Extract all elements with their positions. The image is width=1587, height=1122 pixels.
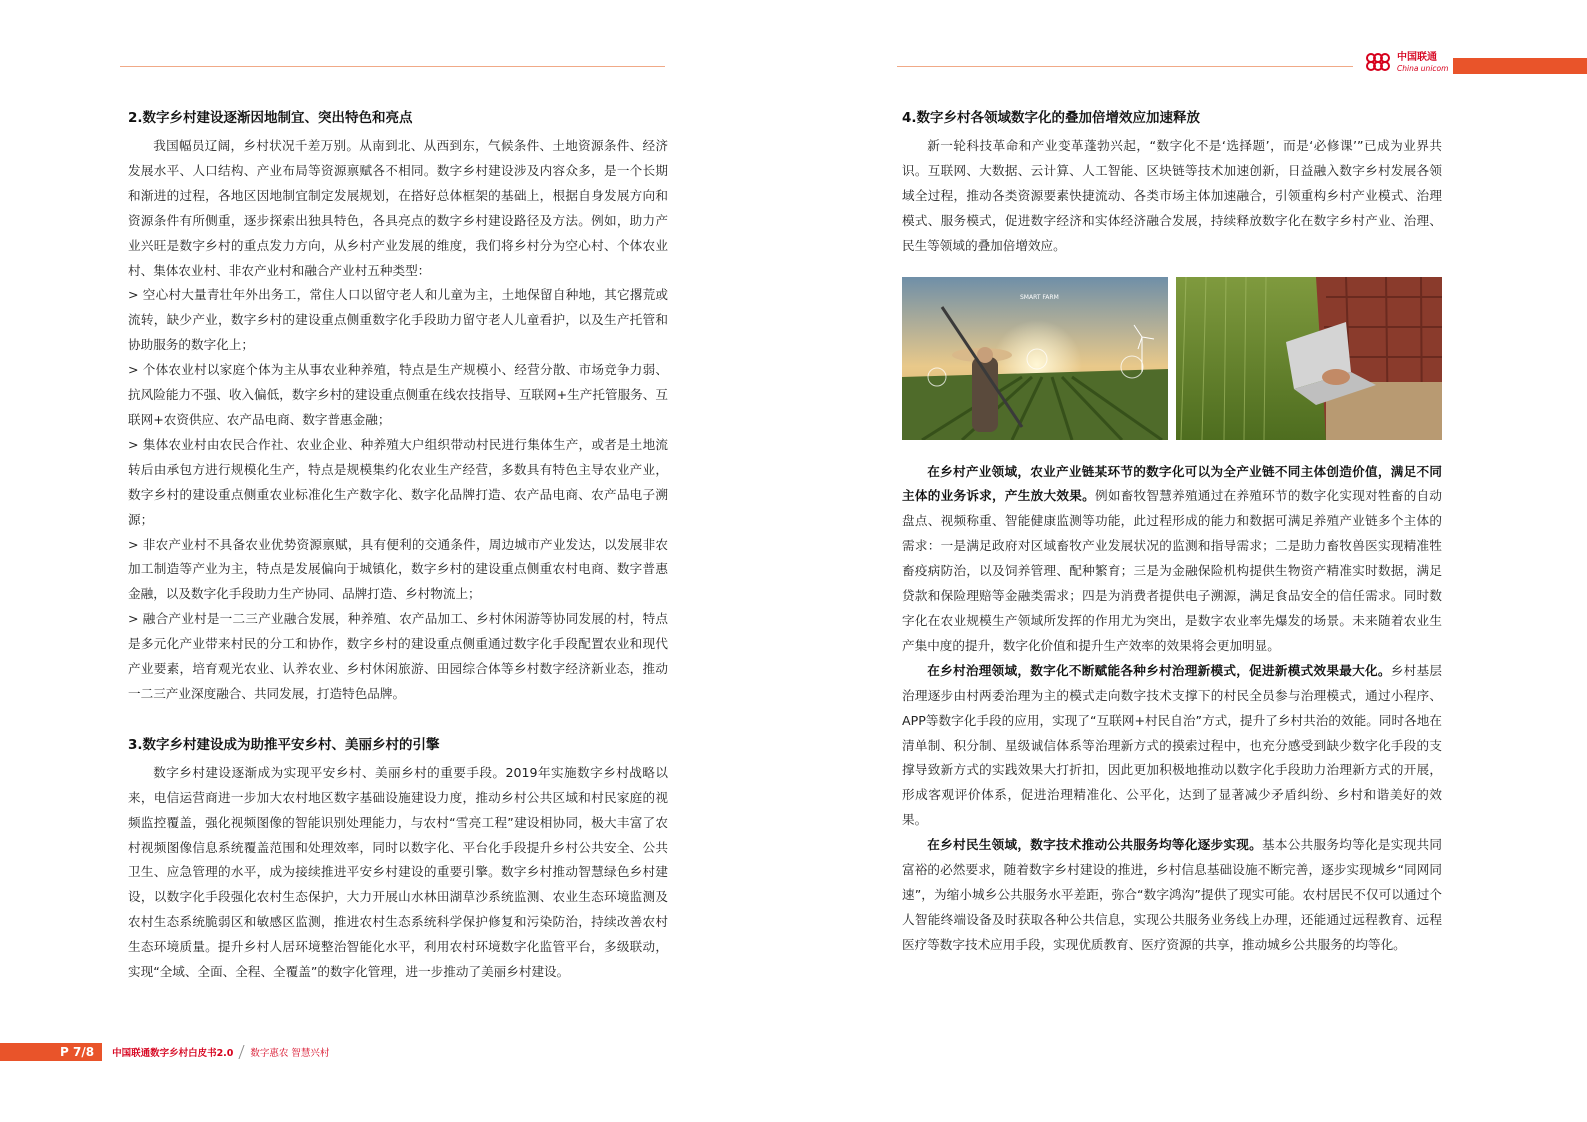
governance-paragraph xyxy=(902,659,1442,833)
section-3-body: 数字乡村建设逐渐成为实现平安乡村、美丽乡村的重要手段。2019年实施数字乡村战略以来，电信运营商进一步加大农村地区数字基础设施建设力度，推动乡村公共区域和村民家庭的视频监控覆盖，强化视频图像的智能识别处理能力，与农村“雪亮工程”建设相协同，极大丰富了农村视频图像信息系统覆盖范围和处理效率，同时以数字化、平台化手段提升乡村公共安全、公共卫生、应急管理的水平，成为接续推进平安乡村建设的重要引擎。数字乡村推动智慧绿色乡村建设，以数字化手段强化农村生态保护，大力开展山水林田湖草沙系统监测、农业生态环境监测及农村生态系统脆弱区和敏感区监测，推进农村生态系统科学保护修复和污染防治，持续改善农村生态环境质量。提升乡村人居环境整治智能化水平，利用农村环境数字化监管平台，多级联动，实现“全域、全面、全程、全覆盖”的数字化管理，进一步推动了美丽乡村建设。 xyxy=(128,764,668,980)
unicom-knot-icon xyxy=(1363,52,1393,74)
left-header-rule xyxy=(120,66,665,67)
bullet-integrated-village: > 融合产业村是一二三产业融合发展，种养殖、农产品加工、乡村休闲游等协同发展的村，特点是多元化产业带来村民的分工和协作，数字乡村的建设重点侧重通过数字化手段配置农业和现代产业要素，培育观光农业、认养农业、乡村休闲旅游、田园综合体等乡村数字经济新业态，推动一二三产业深度融合、共同发展，打造特色品牌。 xyxy=(128,611,668,701)
smart-farm-caption: SMART FARM xyxy=(1020,293,1059,301)
industry-paragraph xyxy=(902,460,1442,659)
left-column xyxy=(128,108,668,985)
page-number: P 7/8 xyxy=(0,1043,102,1061)
bullet-individual-farm-village: > 个体农业村以家庭个体为主从事农业种养殖，特点是生产规模小、经营分散、市场竞争力弱、抗风险能力不强、收入偏低，数字乡村的建设重点侧重在线农技指导、互联网+生产托管服务、互联网+农资供应、农产品电商、数字普惠金融； xyxy=(128,362,668,427)
section-4-title: 4.数字乡村各领域数字化的叠加倍增效应加速释放 xyxy=(902,110,1201,126)
footer-divider xyxy=(239,1045,245,1059)
right-column xyxy=(902,108,1442,958)
governance-body: 乡村基层治理逐步由村两委治理为主的模式走向数字技术支撑下的村民全员参与治理模式，通过小程序、APP等数字化手段的应用，实现了“互联网+村民自治”方式，提升了乡村共治的效能。同时各地在清单制、积分制、星级诚信体系等治理新方式的摸索过程中，也充分感受到缺少数字化手段的支撑导致新方式的实践效果大打折扣，因此更加积极地推动以数字化手段助力治理新方式的开展，形成客观评价体系，促进治理精准化、公平化，达到了显著减少矛盾纠纷、乡村和谐美好的效果。 xyxy=(902,662,1443,828)
governance-lead: 在乡村治理领域，数字化不断赋能各种乡村治理新模式，促进新模式效果最大化。 xyxy=(927,662,1391,678)
smart-farm-photo xyxy=(902,277,1168,440)
bullet-non-farm-village: > 非农产业村不具备农业优势资源禀赋，具有便利的交通条件，周边城市产业发达，以发展非农加工制造等产业为主，特点是发展偏向于城镇化，数字乡村的建设重点侧重农村电商、数字普惠金融，以及数字化手段助力生产协同、品牌打造、乡村物流上； xyxy=(128,536,668,602)
page-footer xyxy=(0,1043,329,1061)
industry-body: 例如畜牧智慧养殖通过在养殖环节的数字化实现对牲畜的自动盘点、视频称重、智能健康监测等功能，此过程形成的能力和数据可满足养殖产业链多个主体的需求：一是满足政府对区域畜牧产业发展状况的监测和指导需求；二是助力畜牧兽医实现精准牲畜疫病防治，以及饲养管理、配种繁育；三是为金融保险机构提供生物资产精准实时数据，满足贷款和保险理赔等金融类需求；四是为消费者提供电子溯源，满足食品安全的信任需求。同时数字化在农业规模生产领域所发挥的作用尤为突出，是数字农业率先爆发的场景。未来随着农业生产集中度的提升，数字化价值和提升生产效率的效果将会更加明显。 xyxy=(902,488,1443,653)
section-4-intro: 新一轮科技革命和产业变革蓬勃兴起，“数字化不是‘选择题’，而是‘必修课’”已成为业界共识。互联网、大数据、云计算、人工智能、区块链等技术加速创新，日益融入数字乡村发展各领域全过程，推动各类资源要素快捷流动、各类市场主体加速融合，引领重构乡村产业模式、治理模式、服务模式，促进数字经济和实体经济融合发展，持续释放数字化在数字乡村产业、治理、民生等领域的叠加倍增效应。 xyxy=(902,138,1442,253)
industry-lead: 在乡村产业领域，农业产业链某环节的数字化可以为全产业链不同主体创造价值，满足不同主体的业务诉求，产生放大效果。 xyxy=(902,463,1442,504)
footer-subtitle: 数字惠农 智慧兴村 xyxy=(250,1048,330,1059)
bullet-hollow-village: > 空心村大量青壮年外出务工，常住人口以留守老人和儿童为主，土地保留自种地，其它撂荒或流转，缺少产业，数字乡村的建设重点侧重数字化手段助力留守老人儿童看护，以及生产托管和协助服务的数字化上； xyxy=(128,287,668,353)
section-2-title: 2.数字乡村建设逐渐因地制宜、突出特色和亮点 xyxy=(128,110,413,126)
section-3-title: 3.数字乡村建设成为助推平安乡村、美丽乡村的引擎 xyxy=(128,736,440,753)
logo-en-text: China unicom xyxy=(1397,64,1449,73)
bullet-collective-farm-village: > 集体农业村由农民合作社、农业企业、种养殖大户组织带动村民进行集体生产，或者是土地流转后由承包方进行规模化生产，特点是规模集约化农业生产经营，多数具有特色主导农业产业，数字乡村的建设重点侧重农业标准化生产数字化、数字化品牌打造、农产品电商、农产品电子溯源； xyxy=(128,436,668,527)
livelihood-paragraph xyxy=(902,833,1442,958)
livelihood-body: 基本公共服务均等化是实现共同富裕的必然要求，随着数字乡村建设的推进，乡村信息基础设施不断完善，逐步实现城乡“同网同速”，为缩小城乡公共服务水平差距，弥合“数字鸿沟”提供了现实可能。农村居民不仅可以通过个人智能终端设备及时获取各种公共信息，实现公共服务业务线上办理，还能通过远程教育、远程医疗等数字技术应用手段，实现优质教育、医疗资源的共享，推动城乡公共服务的均等化。 xyxy=(902,837,1443,952)
field-laptop-photo xyxy=(1176,277,1442,440)
footer-title: 中国联通数字乡村白皮书2.0 xyxy=(112,1048,234,1059)
right-header-rule xyxy=(897,66,1353,67)
china-unicom-logo xyxy=(1363,52,1448,74)
livelihood-lead: 在乡村民生领域，数字技术推动公共服务均等化逐步实现。 xyxy=(927,837,1262,853)
header-accent-bar xyxy=(1453,58,1587,74)
photo-row xyxy=(902,277,1442,440)
section-2-intro: 我国幅员辽阔，乡村状况千差万别。从南到北、从西到东，气候条件、土地资源条件、经济发展水平、人口结构、产业布局等资源禀赋各不相同。数字乡村建设涉及内容众多，是一个长期和渐进的过程，各地区因地制宜制定发展规划，在搭好总体框架的基础上，根据自身发展方向和资源条件有所侧重，逐步探索出独具特色，各具亮点的数字乡村建设路径及方法。例如，助力产业兴旺是数字乡村的重点发力方向，从乡村产业发展的维度，我们将乡村分为空心村、个体农业村、集体农业村、非农产业村和融合产业村五种类型： xyxy=(128,138,668,278)
logo-cn-text: 中国联通 xyxy=(1397,52,1437,63)
